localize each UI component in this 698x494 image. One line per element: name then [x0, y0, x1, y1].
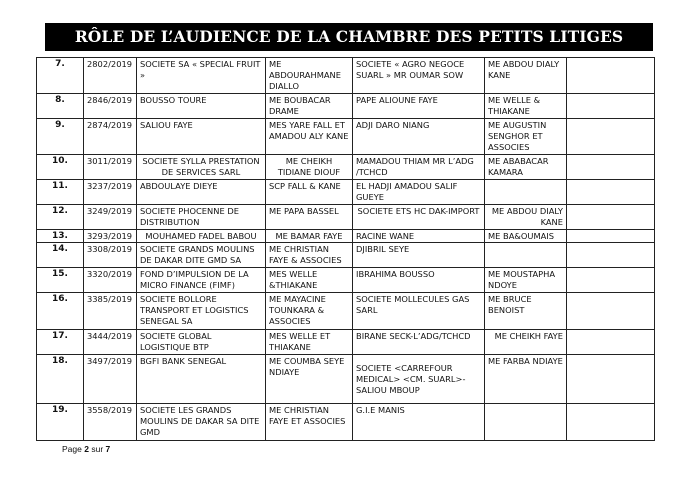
- row-number: 18.: [37, 355, 84, 404]
- defendant-lawyer: ME AUGUSTIN SENGHOR ET ASSOCIES: [485, 119, 567, 155]
- empty-cell: [567, 119, 655, 155]
- table-row: [37, 243, 655, 268]
- plaintiff-lawyer: ME CHEIKH TIDIANE DIOUF: [266, 155, 353, 180]
- table-row: [37, 94, 655, 119]
- defendant: G.I.E MANIS: [353, 404, 485, 441]
- plaintiff: SOCIETE SA « SPECIAL FRUIT »: [137, 58, 266, 94]
- row-number: 9.: [37, 119, 84, 155]
- case-number: 3237/2019: [84, 180, 137, 205]
- plaintiff: SALIOU FAYE: [137, 119, 266, 155]
- case-number: 3011/2019: [84, 155, 137, 180]
- plaintiff-lawyer: ME PAPA BASSEL: [266, 205, 353, 230]
- table-row: [37, 58, 655, 94]
- table-row: [37, 355, 655, 404]
- plaintiff-lawyer: SCP FALL & KANE: [266, 180, 353, 205]
- defendant: ADJI DARO NIANG: [353, 119, 485, 155]
- empty-cell: [567, 94, 655, 119]
- row-number: 8.: [37, 94, 84, 119]
- document-title-banner: [45, 23, 653, 51]
- defendant-lawyer: ME BRUCE BENOIST: [485, 293, 567, 330]
- case-number: 3320/2019: [84, 268, 137, 293]
- table-row: [37, 293, 655, 330]
- row-number: 7.: [37, 58, 84, 94]
- table-row: [37, 155, 655, 180]
- row-number: 19.: [37, 404, 84, 441]
- footer-current-page: 2: [84, 444, 89, 454]
- defendant: SOCIETE ETS HC DAK-IMPORT: [353, 205, 485, 230]
- defendant: IBRAHIMA BOUSSO: [353, 268, 485, 293]
- plaintiff-lawyer: ME MAYACINE TOUNKARA & ASSOCIES: [266, 293, 353, 330]
- case-number: 3558/2019: [84, 404, 137, 441]
- defendant-lawyer: ME ABDOU DIALY KANE: [485, 58, 567, 94]
- plaintiff: SOCIETE LES GRANDS MOULINS DE DAKAR SA DITE GMD: [137, 404, 266, 441]
- plaintiff: ABDOULAYE DIEYE: [137, 180, 266, 205]
- row-number: 14.: [37, 243, 84, 268]
- row-number: 15.: [37, 268, 84, 293]
- plaintiff: SOCIETE PHOCENNE DE DISTRIBUTION: [137, 205, 266, 230]
- defendant-lawyer: ME WELLE & THIAKANE: [485, 94, 567, 119]
- plaintiff: SOCIETE SYLLA PRESTATION DE SERVICES SARL: [137, 155, 266, 180]
- plaintiff: BOUSSO TOURE: [137, 94, 266, 119]
- case-number: 3497/2019: [84, 355, 137, 404]
- table-row: [37, 119, 655, 155]
- row-number: 17.: [37, 330, 84, 355]
- table-row: [37, 330, 655, 355]
- document-title: RÔLE DE L’AUDIENCE DE LA CHAMBRE DES PETITS LITIGES: [74, 27, 624, 46]
- defendant-lawyer: ME ABDOU DIALY KANE: [485, 205, 567, 230]
- defendant: PAPE ALIOUNE FAYE: [353, 94, 485, 119]
- empty-cell: [567, 180, 655, 205]
- empty-cell: [567, 243, 655, 268]
- defendant-lawyer: ME BA&OUMAIS: [485, 230, 567, 243]
- row-number: 10.: [37, 155, 84, 180]
- defendant: RACINE WANE: [353, 230, 485, 243]
- plaintiff: SOCIETE GLOBAL LOGISTIQUE BTP: [137, 330, 266, 355]
- footer-page-label: Page: [62, 444, 82, 454]
- table-row: [37, 180, 655, 205]
- empty-cell: [567, 293, 655, 330]
- case-number: 3385/2019: [84, 293, 137, 330]
- empty-cell: [567, 268, 655, 293]
- empty-cell: [567, 404, 655, 441]
- footer-total-pages: 7: [105, 444, 111, 454]
- plaintiff-lawyer: ME BOUBACAR DRAME: [266, 94, 353, 119]
- empty-cell: [567, 155, 655, 180]
- table-row: [37, 404, 655, 441]
- defendant-lawyer: ME CHEIKH FAYE: [485, 330, 567, 355]
- row-number: 16.: [37, 293, 84, 330]
- row-number: 12.: [37, 205, 84, 230]
- empty-cell: [567, 205, 655, 230]
- row-number: 11.: [37, 180, 84, 205]
- plaintiff-lawyer: MES WELLE ET THIAKANE: [266, 330, 353, 355]
- case-number: 2846/2019: [84, 94, 137, 119]
- case-number: 2874/2019: [84, 119, 137, 155]
- empty-cell: [567, 230, 655, 243]
- footer-of-label: sur: [91, 444, 104, 454]
- defendant-lawyer: ME MOUSTAPHA NDOYE: [485, 268, 567, 293]
- plaintiff-lawyer: ME COUMBA SEYE NDIAYE: [266, 355, 353, 404]
- empty-cell: [567, 330, 655, 355]
- plaintiff-lawyer: ME BAMAR FAYE: [266, 230, 353, 243]
- plaintiff-lawyer: ME CHRISTIAN FAYE ET ASSOCIES: [266, 404, 353, 441]
- defendant: DJIBRIL SEYE: [353, 243, 485, 268]
- plaintiff-lawyer: ME ABDOURAHMANE DIALLO: [266, 58, 353, 94]
- defendant-lawyer: [485, 180, 567, 205]
- defendant: BIRANE SECK-L’ADG/TCHCD: [353, 330, 485, 355]
- table-row: [37, 268, 655, 293]
- defendant-lawyer: ME ABABACAR KAMARA: [485, 155, 567, 180]
- hearing-roll-table: [36, 57, 655, 441]
- case-number: 3308/2019: [84, 243, 137, 268]
- table-row: [37, 205, 655, 230]
- plaintiff: FOND D’IMPULSION DE LA MICRO FINANCE (FIMF): [137, 268, 266, 293]
- plaintiff: SOCIETE GRANDS MOULINS DE DAKAR DITE GMD SA: [137, 243, 266, 268]
- plaintiff-lawyer: MES WELLE &THIAKANE: [266, 268, 353, 293]
- table-row: [37, 230, 655, 243]
- defendant-lawyer: ME FARBA NDIAYE: [485, 355, 567, 404]
- plaintiff: MOUHAMED FADEL BABOU: [137, 230, 266, 243]
- defendant: EL HADJI AMADOU SALIF GUEYE: [353, 180, 485, 205]
- defendant-lawyer: [485, 404, 567, 441]
- page-footer: [62, 444, 110, 454]
- plaintiff: BGFI BANK SENEGAL: [137, 355, 266, 404]
- case-number: 3293/2019: [84, 230, 137, 243]
- empty-cell: [567, 355, 655, 404]
- plaintiff-lawyer: ME CHRISTIAN FAYE & ASSOCIES: [266, 243, 353, 268]
- plaintiff: SOCIETE BOLLORE TRANSPORT ET LOGISTICS SENEGAL SA: [137, 293, 266, 330]
- defendant: MAMADOU THIAM MR L’ADG /TCHCD: [353, 155, 485, 180]
- defendant: SOCIETE « AGRO NEGOCE SUARL » MR OUMAR SOW: [353, 58, 485, 94]
- case-number: 3444/2019: [84, 330, 137, 355]
- case-number: 2802/2019: [84, 58, 137, 94]
- row-number: 13.: [37, 230, 84, 243]
- case-number: 3249/2019: [84, 205, 137, 230]
- defendant: SOCIETE <CARREFOUR MEDICAL> <CM. SUARL>- SALIOU MBOUP: [353, 355, 485, 404]
- defendant: SOCIETE MOLLECULES GAS SARL: [353, 293, 485, 330]
- defendant-lawyer: [485, 243, 567, 268]
- empty-cell: [567, 58, 655, 94]
- plaintiff-lawyer: MES YARE FALL ET AMADOU ALY KANE: [266, 119, 353, 155]
